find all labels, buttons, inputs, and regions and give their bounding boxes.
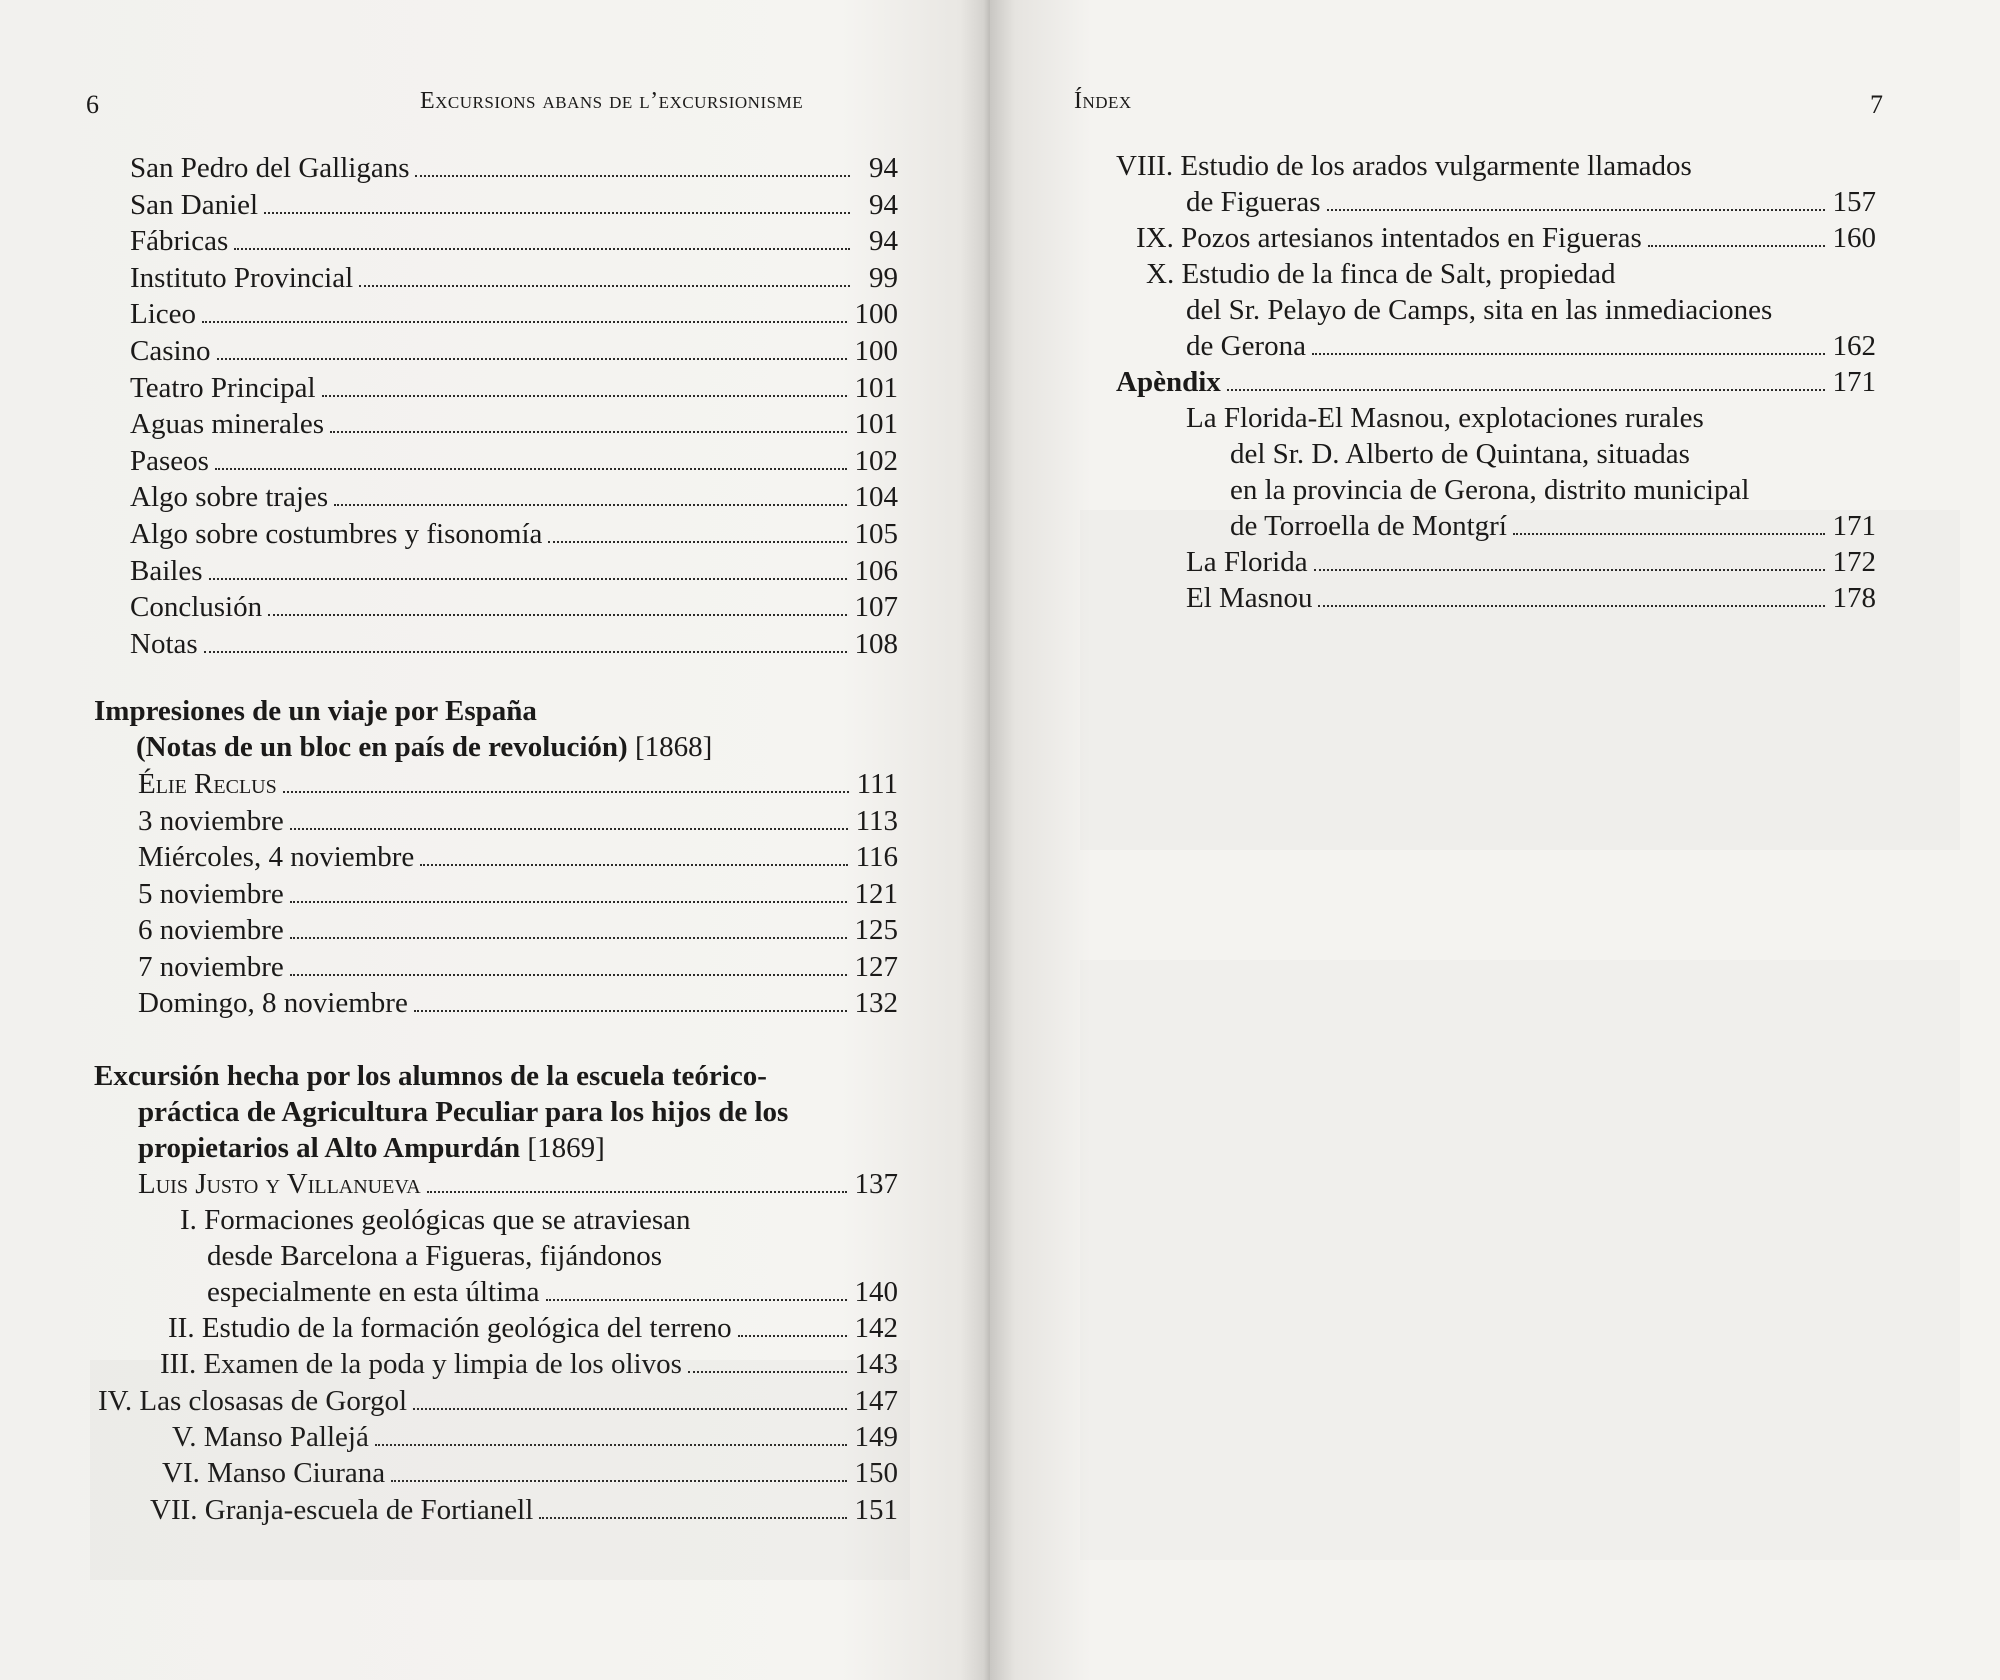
toc-entry-title: La Florida (1186, 546, 1308, 578)
toc-entry-line: VIII. Estudio de los arados vulgarmente llamados (1116, 150, 1692, 182)
toc-entry-page: 149 (854, 1420, 898, 1453)
leader-dots (1314, 569, 1825, 571)
toc-entry[interactable] (130, 589, 898, 625)
toc-entry-page: 100 (854, 298, 898, 331)
toc-entry[interactable] (130, 406, 898, 442)
section-heading-line3: propietarios al Alto Ampurdán [1869] (138, 1132, 605, 1164)
toc-entry-page: 101 (854, 371, 898, 404)
toc-entry[interactable] (138, 912, 898, 948)
toc-entry[interactable] (207, 1274, 898, 1310)
leader-dots (359, 285, 850, 287)
leader-dots (548, 541, 846, 543)
toc-entry-page: 140 (854, 1276, 898, 1308)
toc-entry[interactable] (1186, 328, 1876, 364)
right-page (990, 0, 2000, 1680)
toc-entry-title: IV. Las closasas de Gorgol (98, 1384, 408, 1417)
toc-entry-title: 6 noviembre (138, 914, 284, 946)
toc-entry[interactable] (1186, 184, 1876, 220)
toc-entry[interactable] (162, 1455, 898, 1491)
leader-dots (1327, 209, 1825, 211)
leader-dots (322, 395, 847, 397)
leader-dots (330, 431, 846, 433)
toc-entry-title: Liceo (130, 298, 197, 331)
toc-entry-title: Algo sobre trajes (130, 481, 329, 514)
leader-dots (420, 864, 847, 866)
toc-entry-page: 171 (1832, 366, 1876, 398)
toc-entry-title: Luis Justo y Villanueva (138, 1168, 421, 1200)
right-folio: 7 (1870, 90, 1883, 119)
toc-entry[interactable] (138, 766, 898, 802)
toc-entry[interactable] (150, 1492, 898, 1528)
toc-entry[interactable] (138, 803, 898, 839)
toc-entry-page: 107 (854, 591, 898, 624)
toc-entry-page: 160 (1832, 222, 1876, 254)
toc-entry-page: 171 (1832, 510, 1876, 542)
toc-entry[interactable] (130, 296, 898, 332)
toc-entry-page: 108 (854, 627, 898, 660)
right-running-head: Índex (1074, 88, 1132, 114)
leader-dots (290, 937, 847, 939)
toc-entry-page: 113 (855, 804, 898, 837)
leader-dots (290, 828, 848, 830)
toc-entry-page: 104 (854, 481, 898, 514)
toc-entry-page: 94 (869, 188, 898, 221)
toc-entry-line: I. Formaciones geológicas que se atraviesan (180, 1204, 691, 1236)
toc-entry[interactable] (168, 1310, 898, 1346)
leader-dots (738, 1335, 847, 1337)
toc-entry[interactable] (130, 443, 898, 479)
toc-entry-line: del Sr. Pelayo de Camps, sita en las inmediaciones (1186, 294, 1773, 326)
leader-dots (217, 358, 847, 360)
leader-dots (209, 578, 847, 580)
toc-entry-page: 94 (869, 225, 898, 258)
leader-dots (415, 175, 850, 177)
toc-entry-title: Apèndix (1116, 366, 1221, 398)
toc-entry-title: Domingo, 8 noviembre (138, 987, 408, 1019)
toc-entry-title: V. Manso Pallejá (172, 1420, 369, 1453)
toc-entry-line: X. Estudio de la finca de Salt, propiedad (1146, 258, 1616, 290)
left-folio: 6 (86, 90, 99, 119)
toc-entry[interactable] (130, 187, 898, 223)
toc-entry-title: San Pedro del Galligans (130, 152, 410, 184)
section-heading: Impresiones de un viaje por España (94, 695, 537, 727)
leader-dots (413, 1408, 846, 1410)
toc-entry-page: 101 (854, 408, 898, 441)
toc-entry-page: 150 (854, 1457, 898, 1490)
leader-dots (234, 248, 850, 250)
leader-dots (264, 212, 850, 214)
toc-entry[interactable] (130, 333, 898, 369)
toc-entry-page: 178 (1832, 582, 1876, 614)
toc-entry[interactable] (130, 516, 898, 552)
leader-dots (334, 504, 846, 506)
leader-dots (204, 651, 847, 653)
toc-entry[interactable] (160, 1346, 898, 1382)
toc-entry-line: La Florida-El Masnou, explotaciones rurales (1186, 402, 1704, 434)
leader-dots (283, 791, 849, 793)
toc-entry-page: 121 (854, 877, 898, 910)
toc-entry-title: Bailes (130, 554, 203, 587)
section-heading: Excursión hecha por los alumnos de la escuela teórico- (94, 1060, 767, 1092)
toc-entry-line: desde Barcelona a Figueras, fijándonos (207, 1240, 662, 1272)
toc-entry-title: Teatro Principal (130, 371, 316, 404)
section-heading-line2: (Notas de un bloc en país de revolución) [1868] (136, 731, 713, 763)
toc-entry-title: VI. Manso Ciurana (162, 1457, 386, 1490)
toc-entry[interactable] (130, 553, 898, 589)
toc-entry-title: Aguas minerales (130, 408, 325, 441)
leader-dots (268, 614, 846, 616)
toc-entry-page: 157 (1832, 186, 1876, 218)
toc-entry[interactable] (172, 1419, 898, 1455)
section-year: [1869] (527, 1132, 605, 1164)
toc-entry-title: III. Examen de la poda y limpia de los olivos (160, 1348, 682, 1381)
leader-dots (1312, 353, 1825, 355)
toc-entry[interactable] (130, 223, 898, 259)
toc-entry-page: 137 (854, 1168, 898, 1200)
toc-entry[interactable] (130, 370, 898, 406)
toc-entry-page: 127 (854, 950, 898, 983)
leader-dots (215, 468, 847, 470)
toc-entry-page: 151 (854, 1493, 898, 1526)
leader-dots (1227, 389, 1825, 391)
toc-entry-title: Miércoles, 4 noviembre (138, 841, 415, 873)
leader-dots (1648, 245, 1825, 247)
toc-entry-title: II. Estudio de la formación geológica del terreno (168, 1312, 732, 1344)
toc-entry-title: Notas (130, 627, 198, 660)
toc-entry-title: Instituto Provincial (130, 261, 354, 294)
toc-entry-page: 172 (1832, 546, 1876, 578)
leader-dots (290, 974, 847, 976)
toc-entry[interactable] (1186, 544, 1876, 580)
toc-entry[interactable] (138, 949, 898, 985)
toc-entry-page: 105 (854, 518, 898, 550)
toc-entry-title: Paseos (130, 444, 209, 477)
leader-dots (1318, 605, 1824, 607)
toc-entry-page: 142 (854, 1312, 898, 1344)
toc-entry-page: 111 (856, 768, 898, 800)
toc-entry[interactable] (130, 260, 898, 296)
toc-entry-page: 116 (855, 841, 898, 873)
toc-entry-page: 162 (1832, 330, 1876, 362)
leader-dots (290, 901, 847, 903)
leader-dots (427, 1191, 847, 1193)
leader-dots (391, 1480, 846, 1482)
toc-entry-title: 3 noviembre (138, 804, 284, 837)
toc-entry[interactable] (1186, 580, 1876, 616)
toc-entry[interactable] (130, 479, 898, 515)
leader-dots (375, 1444, 847, 1446)
left-running-head: Excursions abans de l’excursionisme (420, 88, 804, 114)
toc-entry-line: del Sr. D. Alberto de Quintana, situadas (1230, 438, 1690, 470)
toc-entry-title: Conclusión (130, 591, 263, 624)
leader-dots (539, 1517, 846, 1519)
toc-entry-title: Casino (130, 335, 211, 367)
left-page (0, 0, 990, 1680)
toc-entry-title: VII. Granja-escuela de Fortianell (150, 1493, 534, 1526)
toc-entry[interactable] (130, 626, 898, 662)
toc-entry-author[interactable] (138, 1166, 898, 1202)
toc-entry-page: 94 (869, 152, 898, 184)
toc-entry-title: de Torroella de Montgrí (1230, 510, 1507, 542)
toc-entry-title: Élie Reclus (138, 768, 277, 800)
toc-entry-page: 99 (869, 261, 898, 294)
leader-dots (414, 1010, 847, 1012)
toc-entry-page: 102 (854, 444, 898, 477)
leader-dots (546, 1299, 847, 1301)
section-year: [1868] (634, 731, 713, 763)
toc-entry-line: en la provincia de Gerona, distrito municipal (1230, 474, 1750, 506)
toc-entry-title: de Figueras (1186, 186, 1321, 218)
toc-entry-title: 7 noviembre (138, 950, 284, 983)
toc-entry[interactable] (138, 985, 898, 1021)
leader-dots (1513, 533, 1825, 535)
toc-entry-page: 143 (854, 1348, 898, 1381)
section-heading-line2: práctica de Agricultura Peculiar para los hijos de los (138, 1096, 789, 1128)
toc-entry[interactable] (130, 150, 898, 186)
toc-entry-title: Algo sobre costumbres y fisonomía (130, 518, 543, 550)
toc-entry-title: IX. Pozos artesianos intentados en Figueras (1136, 222, 1642, 254)
toc-entry-title: Fábricas (130, 225, 229, 258)
leader-dots (688, 1371, 847, 1373)
toc-entry-title: San Daniel (130, 188, 259, 221)
toc-entry[interactable] (138, 876, 898, 912)
toc-entry[interactable] (138, 839, 898, 875)
toc-entry[interactable] (98, 1383, 898, 1419)
toc-entry-page: 106 (854, 554, 898, 587)
toc-entry[interactable] (1230, 508, 1876, 544)
toc-entry-title: especialmente en esta última (207, 1276, 540, 1308)
toc-entry-appendix[interactable] (1116, 364, 1876, 400)
toc-entry-page: 147 (854, 1384, 898, 1417)
leader-dots (202, 321, 846, 323)
toc-entry-page: 125 (854, 914, 898, 946)
toc-entry-title: de Gerona (1186, 330, 1306, 362)
toc-entry-title: El Masnou (1186, 582, 1313, 614)
toc-entry-page: 132 (854, 987, 898, 1019)
toc-entry-page: 100 (854, 335, 898, 367)
toc-entry[interactable] (1136, 220, 1876, 256)
toc-entry-title: 5 noviembre (138, 877, 284, 910)
